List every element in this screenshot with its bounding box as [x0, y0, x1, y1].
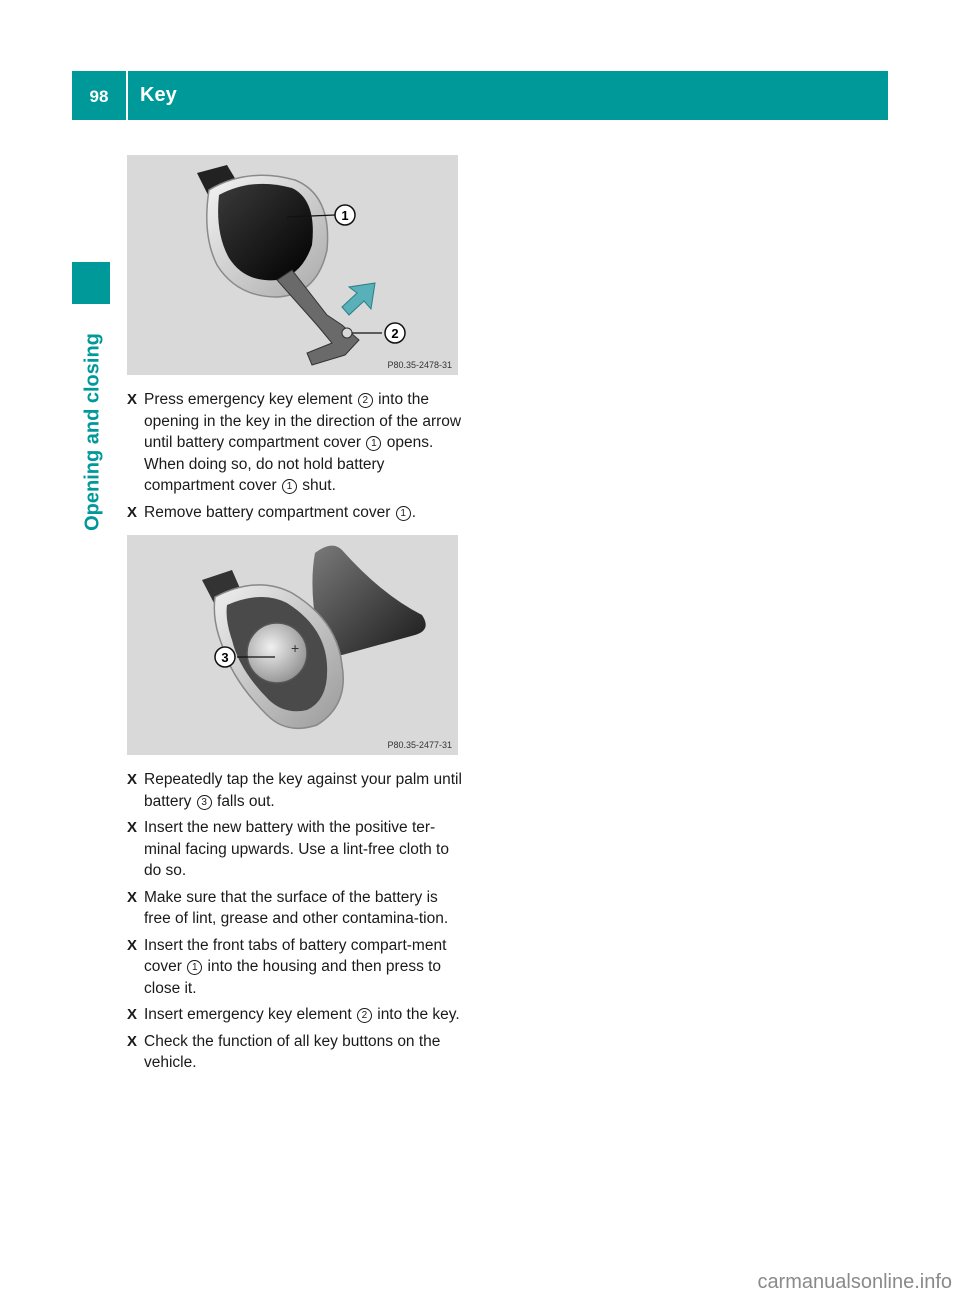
list-item: X Press emergency key element 2 into the opening in the key in the direction of the arrow until battery compartment cover 1 opens. When doing so, do not hold battery compartment cover 1 shut. [127, 391, 462, 494]
direction-arrow-icon [342, 283, 375, 315]
page-title: Key [140, 84, 177, 106]
callout-ref: 3 [197, 795, 212, 810]
callout-ref: 2 [358, 393, 373, 408]
key-illustration-2 [127, 535, 458, 755]
page-number: 98 [89, 87, 109, 106]
step-arrow-icon: X [127, 819, 138, 836]
list-item: X Insert emergency key element 2 into the key. [127, 1004, 463, 1026]
callout-2-label: 2 [391, 326, 399, 341]
watermark[interactable]: carmanualsonline.info [757, 1271, 952, 1293]
callout-ref: 1 [282, 479, 297, 494]
step-arrow-icon: X [127, 1006, 138, 1023]
callout-ref: 1 [396, 506, 411, 521]
step-arrow-icon: X [127, 888, 138, 906]
callout-ref: 1 [366, 436, 381, 451]
figure-key-emergency-element [127, 155, 458, 375]
instructions-group-1 [127, 389, 463, 528]
side-marker [72, 262, 110, 304]
step-arrow-icon: X [127, 1032, 138, 1050]
key-illustration-1 [127, 155, 458, 375]
header-bar [72, 71, 888, 120]
callout-ref: 1 [187, 960, 202, 975]
list-item: X Insert the front tabs of battery compart-ment cover 1 into the housing and then press to close it. [127, 936, 447, 997]
svg-text:+: + [291, 640, 300, 656]
figure-code: P80.35-2478-31 [387, 360, 452, 370]
side-tab-label: Opening and closing [81, 333, 104, 531]
figure-code: P80.35-2477-31 [387, 740, 452, 750]
figure-battery-removal [127, 535, 458, 755]
list-item: X Make sure that the surface of the battery is free of lint, grease and other contamina-tion. [127, 888, 449, 927]
list-item: X Repeatedly tap the key against your palm until battery 3 falls out. [127, 771, 462, 810]
emergency-key-blade [277, 270, 359, 365]
callout-3-label: 3 [221, 650, 229, 665]
header-divider [126, 71, 128, 120]
callout-1-label: 1 [341, 208, 349, 223]
step-arrow-icon: X [127, 771, 138, 788]
step-arrow-icon: X [127, 391, 138, 408]
list-item: X Remove battery compartment cover 1 . [127, 502, 463, 524]
step-arrow-icon: X [127, 936, 138, 954]
step-arrow-icon: X [127, 503, 138, 521]
instructions-group-2 [127, 769, 463, 1079]
callout-ref: 2 [357, 1008, 372, 1023]
side-tab [70, 312, 116, 552]
list-item: X Insert the new battery with the positive ter-minal facing upwards. Use a lint-free cloth to do so. [127, 819, 449, 879]
list-item: X Check the function of all key buttons on the vehicle. [127, 1032, 441, 1071]
